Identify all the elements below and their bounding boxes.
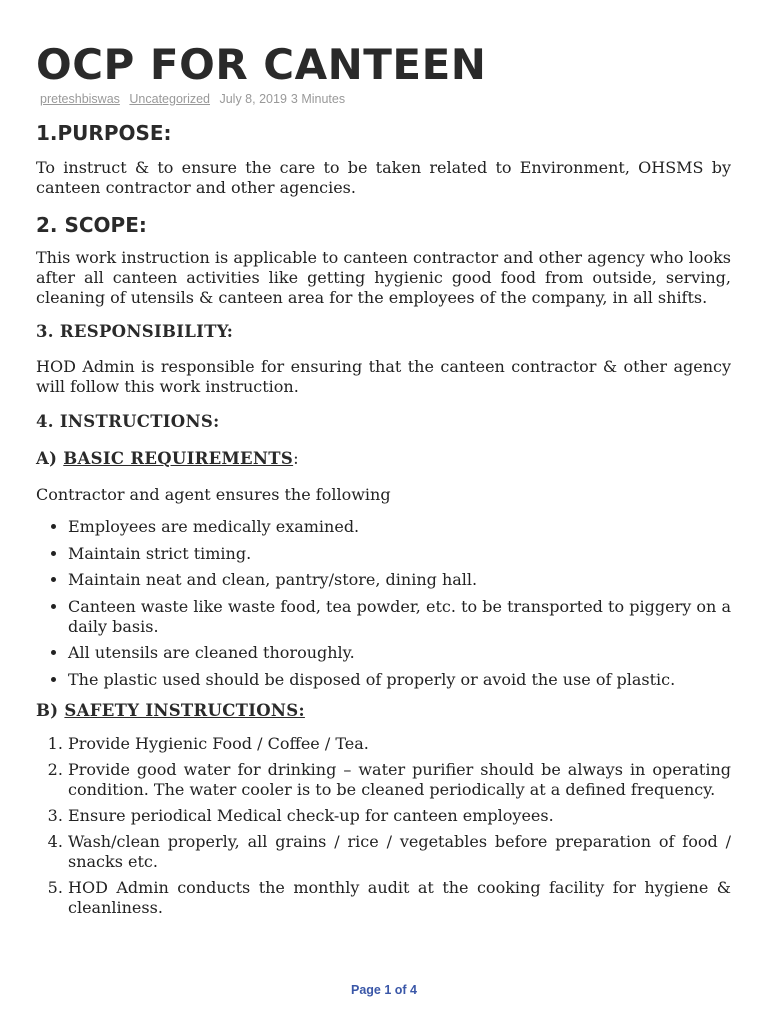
- list-item: • Canteen waste like waste food, tea powder, etc. to be transported to piggery on a daily basis.: [68, 597, 731, 637]
- list-item: • All utensils are cleaned thoroughly.: [68, 643, 731, 663]
- safety-instructions-list: [36, 734, 731, 918]
- author-link[interactable]: preteshbiswas: [40, 92, 120, 106]
- list-item: 5. HOD Admin conducts the monthly audit at the cooking facility for hygiene & cleanliness.: [68, 878, 731, 918]
- responsibility-text: HOD Admin is responsible for ensuring that the canteen contractor & other agency will follow this work instruction.: [36, 357, 731, 396]
- basic-intro: Contractor and agent ensures the following: [36, 485, 391, 504]
- list-item: • Employees are medically examined.: [68, 517, 731, 537]
- safety-instructions-prefix: B): [36, 700, 65, 720]
- instructions-heading: 4. INSTRUCTIONS:: [36, 412, 220, 431]
- scope-text: This work instruction is applicable to canteen contractor and other agency who looks after all canteen activities like getting hygienic good food from outside, serving, cleaning of utensils & canteen area for the employees of the company, in all shifts.: [36, 248, 731, 307]
- responsibility-heading: 3. RESPONSIBILITY:: [36, 322, 234, 341]
- list-item: 1. Provide Hygienic Food / Coffee / Tea.: [68, 734, 731, 754]
- read-time: 3 Minutes: [290, 92, 346, 106]
- safety-instructions-heading: [36, 700, 731, 722]
- basic-requirements-prefix: A): [36, 449, 64, 468]
- basic-requirements-heading: [36, 448, 731, 470]
- list-item: 2. Provide good water for drinking – water purifier should be always in operating condition. The water cooler is to be cleaned periodically at a defined frequency.: [68, 760, 731, 800]
- document-page: [36, 40, 731, 924]
- post-date: July 8, 2019: [219, 92, 287, 106]
- post-meta: [40, 92, 731, 110]
- page-title: OCP FOR CANTEEN: [36, 40, 487, 89]
- scope-heading: 2. SCOPE:: [36, 213, 147, 237]
- purpose-text: To instruct & to ensure the care to be taken related to Environment, OHSMS by canteen contractor and other agencies.: [36, 158, 731, 197]
- list-item: 4. Wash/clean properly, all grains / rice / vegetables before preparation of food / snacks etc.: [68, 832, 731, 872]
- safety-instructions-title: SAFETY INSTRUCTIONS:: [64, 700, 305, 720]
- basic-requirements-suffix: :: [293, 449, 299, 468]
- list-item: 3. Ensure periodical Medical check-up for canteen employees.: [68, 806, 731, 826]
- list-item: • Maintain neat and clean, pantry/store, dining hall.: [68, 570, 731, 590]
- basic-requirements-list: [36, 517, 731, 690]
- page-number: Page 1 of 4: [351, 983, 417, 997]
- list-item: • Maintain strict timing.: [68, 544, 731, 564]
- category-link[interactable]: Uncategorized: [129, 92, 210, 106]
- list-item: • The plastic used should be disposed of properly or avoid the use of plastic.: [68, 670, 731, 690]
- basic-requirements-title: BASIC REQUIREMENTS: [63, 449, 294, 468]
- purpose-heading: 1.PURPOSE:: [36, 121, 172, 145]
